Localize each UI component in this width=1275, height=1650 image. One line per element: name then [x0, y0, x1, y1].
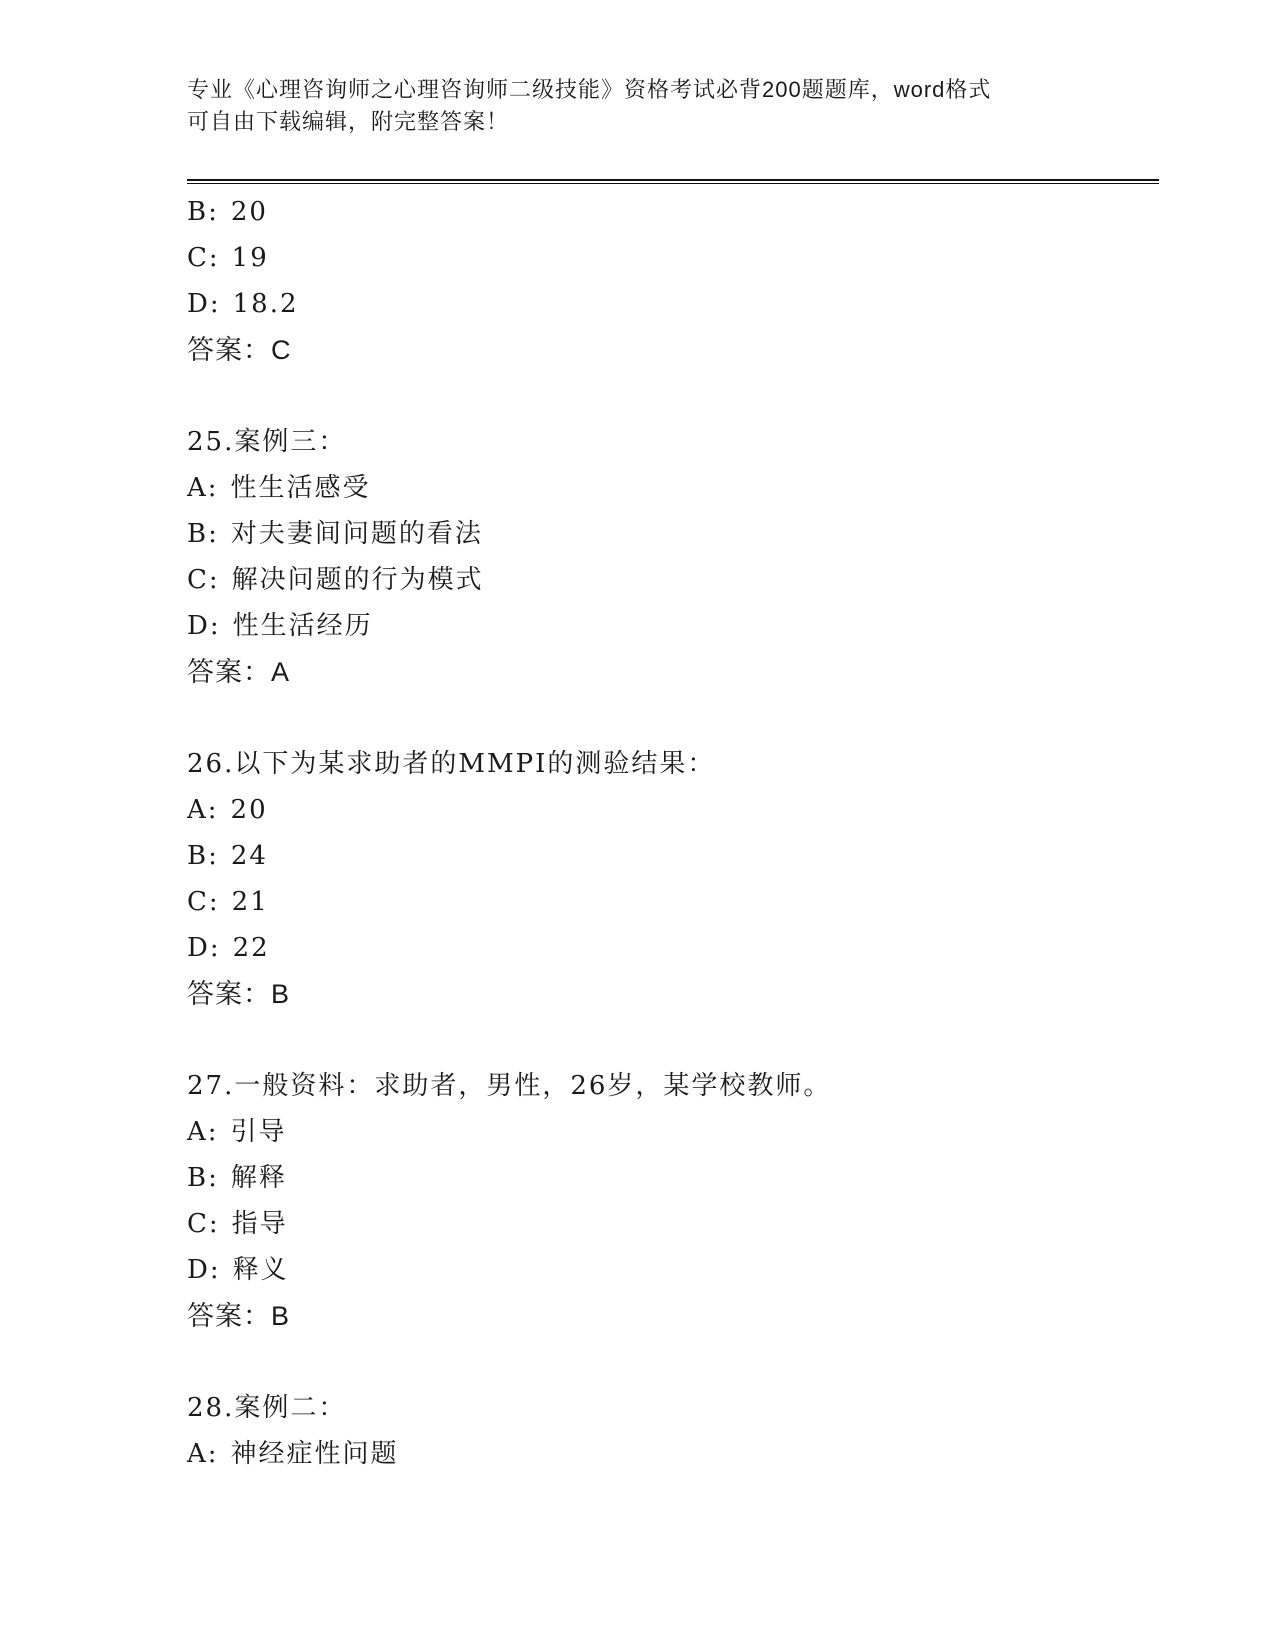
- option-text: 神经症性问题: [230, 1439, 399, 1469]
- answer-line: 答案：B: [187, 1301, 291, 1331]
- option-letter: D: [187, 1255, 210, 1285]
- option-a: [187, 1431, 1159, 1477]
- option-letter: B: [187, 841, 209, 871]
- option-a: [187, 787, 1159, 833]
- option-text: 性生活感受: [230, 473, 371, 503]
- option-separator: :: [209, 289, 221, 319]
- option-b: [187, 189, 1159, 235]
- option-text: 21: [231, 887, 269, 917]
- document-header: [187, 74, 1087, 138]
- option-separator: :: [209, 1255, 221, 1285]
- option-text: 性生活经历: [232, 611, 373, 641]
- option-letter: B: [187, 1163, 209, 1193]
- option-text: 引导: [230, 1117, 287, 1147]
- option-letter: C: [187, 1209, 209, 1239]
- option-c: [187, 235, 1159, 281]
- option-a: [187, 1109, 1159, 1155]
- option-letter: B: [187, 519, 209, 549]
- option-separator: :: [208, 243, 220, 273]
- question-list: [187, 189, 1159, 1477]
- spacer: [187, 1017, 1159, 1063]
- option-c: [187, 557, 1159, 603]
- spacer: [187, 695, 1159, 741]
- option-separator: :: [209, 933, 221, 963]
- option-d: [187, 603, 1159, 649]
- option-separator: :: [207, 1439, 219, 1469]
- option-letter: D: [187, 933, 210, 963]
- option-separator: :: [208, 887, 220, 917]
- question-stem: 26.以下为某求助者的MMPI的测验结果：: [187, 749, 716, 779]
- option-letter: C: [187, 887, 209, 917]
- option-letter: B: [187, 197, 209, 227]
- option-separator: :: [208, 841, 219, 871]
- option-separator: :: [208, 197, 219, 227]
- option-separator: :: [208, 519, 219, 549]
- question-28: [187, 1385, 1159, 1477]
- option-c: [187, 1201, 1159, 1247]
- option-d: [187, 925, 1159, 971]
- answer-line: 答案：A: [187, 657, 291, 687]
- answer-line: 答案：C: [187, 335, 292, 365]
- option-letter: A: [187, 1117, 208, 1147]
- option-b: [187, 511, 1159, 557]
- question-stem: 27.一般资料：求助者，男性，26岁，某学校教师。: [187, 1071, 832, 1101]
- option-text: 18.2: [232, 289, 299, 319]
- option-letter: A: [187, 1439, 208, 1469]
- option-text: 释义: [232, 1255, 289, 1285]
- option-text: 22: [232, 933, 270, 963]
- question-27: [187, 1063, 1159, 1339]
- option-b: [187, 833, 1159, 879]
- option-letter: A: [187, 473, 208, 503]
- header-title-line-1: 专业《心理咨询师之心理咨询师二级技能》资格考试必背200题题库，word格式: [187, 77, 992, 102]
- option-a: [187, 465, 1159, 511]
- option-separator: :: [208, 565, 220, 595]
- option-letter: D: [187, 289, 210, 319]
- option-text: 20: [230, 795, 268, 825]
- answer-line: 答案：B: [187, 979, 291, 1009]
- option-separator: :: [207, 1117, 219, 1147]
- question-25: [187, 419, 1159, 695]
- option-text: 19: [231, 243, 269, 273]
- question-stem: 25.案例三：: [187, 427, 347, 457]
- option-b: [187, 1155, 1159, 1201]
- option-d: [187, 1247, 1159, 1293]
- option-letter: A: [187, 795, 208, 825]
- option-letter: C: [187, 243, 209, 273]
- option-text: 解释: [230, 1163, 287, 1193]
- question-26: [187, 741, 1159, 1017]
- option-separator: :: [207, 473, 219, 503]
- option-text: 指导: [231, 1209, 288, 1239]
- spacer: [187, 1339, 1159, 1385]
- option-text: 20: [230, 197, 268, 227]
- option-separator: :: [208, 1209, 220, 1239]
- option-letter: C: [187, 565, 209, 595]
- option-letter: D: [187, 611, 210, 641]
- option-d: [187, 281, 1159, 327]
- option-text: 24: [230, 841, 268, 871]
- header-divider: [187, 179, 1159, 184]
- option-text: 解决问题的行为模式: [231, 565, 484, 595]
- header-title-line-2: 可自由下载编辑，附完整答案！: [187, 109, 510, 134]
- option-text: 对夫妻间问题的看法: [230, 519, 483, 549]
- option-separator: :: [207, 795, 219, 825]
- question-24-continued: [187, 189, 1159, 373]
- option-separator: :: [208, 1163, 219, 1193]
- question-stem: 28.案例二：: [187, 1393, 347, 1423]
- option-c: [187, 879, 1159, 925]
- spacer: [187, 373, 1159, 419]
- option-separator: :: [209, 611, 221, 641]
